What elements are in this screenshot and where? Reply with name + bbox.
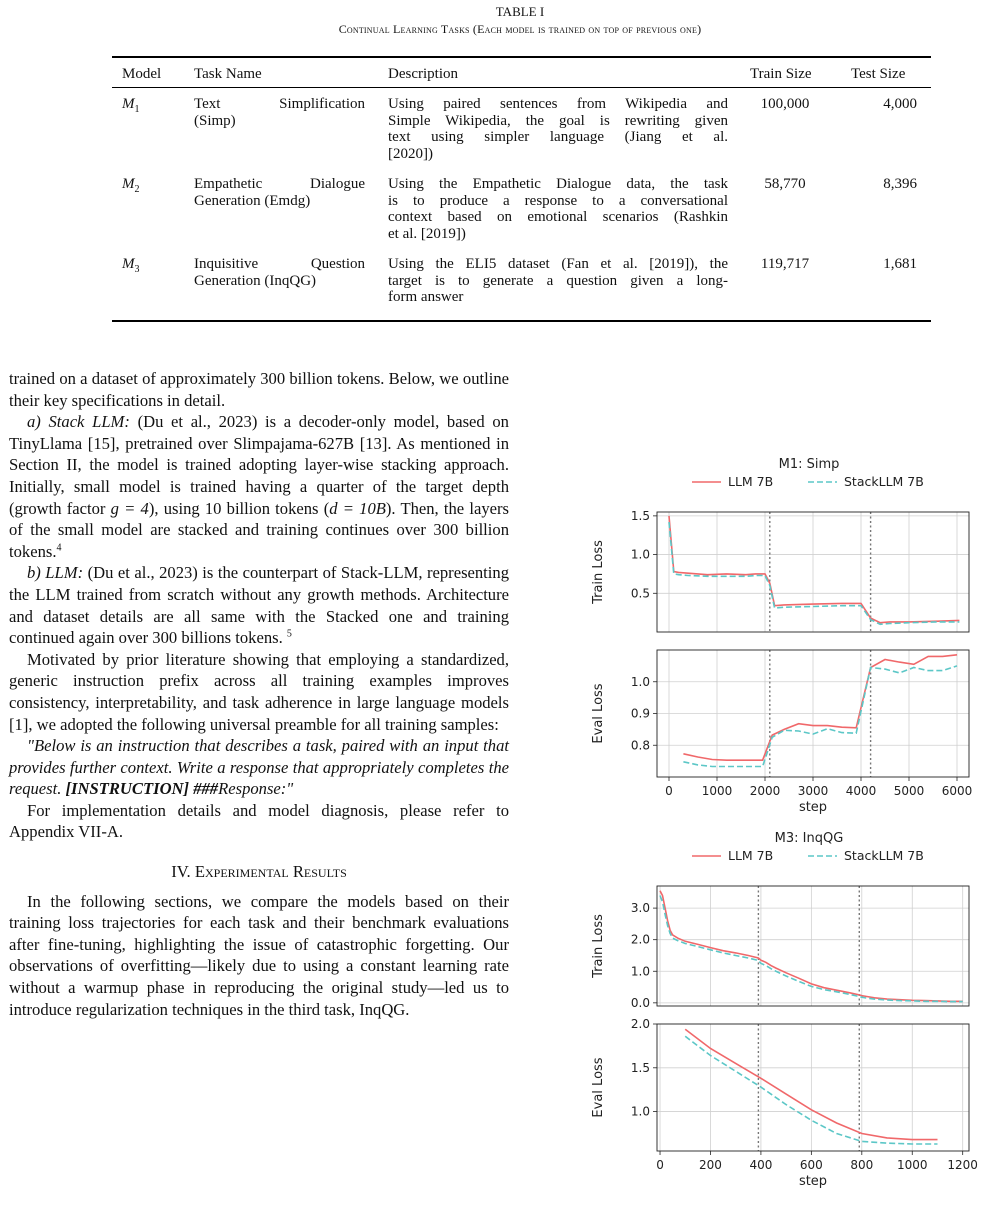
- description-line: Using the Empathetic Dialogue data, the task: [388, 176, 728, 192]
- quote-bold: [INSTRUCTION] ###: [65, 779, 219, 799]
- paragraph-heading: a) Stack LLM:: [27, 412, 130, 432]
- preamble-quote: [9, 735, 509, 800]
- train-loss-panel: [591, 509, 969, 632]
- model-symbol: M: [122, 96, 135, 112]
- quote-text: "Below is an instruction that describes a task, paired with an input that provides further context. Write a response that appropriately completes the request.: [9, 736, 509, 799]
- text-span: ), using 10 billion tokens (: [148, 498, 330, 518]
- description-line: form answer: [388, 289, 464, 305]
- y-tick-label: 1.0: [630, 964, 650, 979]
- math-inline: d = 10B: [329, 498, 386, 518]
- math-inline: g = 4: [110, 498, 149, 518]
- x-axis-label: step: [798, 800, 828, 815]
- footnote-mark: 4: [56, 542, 62, 554]
- y-tick-label: 0.8: [630, 738, 650, 753]
- cell-test-size: 8,396: [883, 176, 917, 192]
- chart-m3-inqqg: [580, 826, 980, 1196]
- cell-train-size: 100,000: [760, 96, 810, 112]
- x-tick-label: 3000: [797, 784, 829, 798]
- cell-model: [122, 256, 140, 279]
- text-span: (Du et al., 2023) is a decoder-only model, based on TinyLlama [15], pretrained over Slimpajama-627B [13]. As mentioned in Section II, the model is trained adopting layer-wise stacking approach. Initially, small model is trained having a quarter of the target depth (growth factor: [9, 412, 509, 518]
- task-line: Generation (InqQG): [194, 272, 317, 289]
- y-tick-label: 0.9: [630, 706, 650, 721]
- cell-test-size: 1,681: [883, 256, 917, 272]
- model-subscript: 3: [134, 264, 140, 275]
- header-task-name: Task Name: [194, 66, 262, 82]
- cell-test-size: 4,000: [883, 96, 917, 112]
- description-line: target is to generate a question given a long-: [388, 272, 728, 289]
- y-tick-label: 0.0: [630, 995, 650, 1010]
- description-line: et al. [2019]): [388, 225, 466, 242]
- cell-train-size: 119,717: [760, 256, 810, 272]
- description-line: Simple Wikipedia, the goal is rewriting given: [388, 112, 728, 129]
- x-tick-label: 0: [665, 784, 673, 798]
- table-number: TABLE I: [495, 4, 545, 19]
- y-axis-label: Train Loss: [591, 540, 606, 604]
- legend-label-stackllm: StackLLM 7B: [844, 474, 924, 489]
- paragraph-llm: [9, 562, 509, 648]
- x-tick-label: 1200: [947, 1158, 978, 1172]
- task-line: Inquisitive Question: [194, 256, 365, 272]
- task-line: (Simp): [194, 112, 236, 129]
- header-test-size: Test Size: [851, 66, 906, 82]
- description-line: [2020]): [388, 145, 433, 162]
- section-heading: IV. Experimental Results: [171, 862, 347, 882]
- x-tick-label: 6000: [941, 784, 973, 798]
- text-span: ). Then, the layers of the small model are stacked and training continues over 300 billion tokens.: [9, 498, 509, 561]
- x-axis-label: step: [798, 1174, 828, 1189]
- eval-loss-panel: [591, 650, 969, 777]
- y-axis-label: Eval Loss: [591, 1057, 606, 1118]
- x-tick-label: 2000: [749, 784, 781, 798]
- footnote-mark: 5: [286, 628, 292, 640]
- y-tick-label: 3.0: [630, 901, 650, 916]
- legend-label-llm: LLM 7B: [728, 474, 774, 489]
- x-tick-label: 1000: [896, 1158, 928, 1172]
- chart-title: M3: InqQG: [774, 831, 844, 846]
- legend-label-stackllm: StackLLM 7B: [844, 848, 924, 863]
- x-tick-label: 5000: [893, 784, 925, 798]
- cell-task-name: [194, 96, 365, 129]
- paragraph-heading: b) LLM:: [27, 563, 84, 583]
- y-tick-label: 2.0: [630, 932, 650, 947]
- cell-train-size: 58,770: [764, 176, 806, 192]
- x-tick-label: 1000: [701, 784, 733, 798]
- quote-text: Response:": [218, 779, 294, 799]
- table-header-rule: [112, 87, 931, 88]
- body-text-column: [9, 368, 509, 1020]
- model-symbol: M: [122, 176, 135, 192]
- paragraph-stack-llm: [9, 411, 509, 562]
- header-train-size: Train Size: [750, 66, 812, 82]
- cell-model: [122, 96, 140, 119]
- chart-m1-simp: [580, 452, 980, 822]
- paragraph: trained on a dataset of approximately 300 billion tokens. Below, we outline their key specifications in detail.: [9, 369, 509, 410]
- legend-label-llm: LLM 7B: [728, 848, 774, 863]
- eval-loss-panel: [591, 1017, 969, 1151]
- cell-description: [388, 176, 728, 242]
- series-stackllm-line: [683, 666, 957, 767]
- paragraph: In the following sections, we compare the models based on their training loss trajectories for each task and their benchmark evaluations after fine-tuning, highlighting the issue of catastrophic forgetting. Our observations of overfitting—likely due to using a constant learning rate without a warmup phase in reproducing the original study—led us to introduce regularization techniques in the third task, InqQG.: [9, 891, 509, 1019]
- header-description: Description: [388, 66, 458, 82]
- series-llm-line: [683, 655, 957, 760]
- description-line: context based on emotional scenarios (Rashkin: [388, 209, 728, 225]
- cell-task-name: [194, 256, 365, 289]
- y-tick-label: 1.0: [630, 674, 650, 689]
- x-tick-label: 800: [850, 1158, 874, 1172]
- y-tick-label: 1.5: [630, 508, 650, 523]
- model-symbol: M: [122, 256, 135, 272]
- paragraph: Motivated by prior literature showing that employing a standardized, generic instruction prefix across all training examples improves consistency, interpretability, and task adherence in large language models [1], we adopted the following universal preamble for all training samples:: [9, 649, 509, 734]
- chart-title: M1: Simp: [778, 457, 840, 472]
- y-axis-label: Train Loss: [591, 914, 606, 978]
- y-tick-label: 1.5: [630, 1060, 650, 1075]
- description-line: Using the ELI5 dataset (Fan et al. [2019]), the: [388, 256, 728, 272]
- train-loss-panel: [591, 886, 969, 1010]
- y-axis-label: Eval Loss: [591, 683, 606, 744]
- y-tick-label: 0.5: [630, 586, 650, 601]
- task-line: Generation (Emdg): [194, 192, 311, 209]
- cell-description: [388, 96, 728, 162]
- x-tick-label: 400: [749, 1158, 773, 1172]
- table-bottom-rule: [112, 320, 931, 322]
- model-subscript: 1: [134, 104, 140, 115]
- x-tick-label: 4000: [845, 784, 877, 798]
- paragraph: For implementation details and model diagnosis, please refer to Appendix VII-A.: [9, 800, 509, 842]
- description-line: Using paired sentences from Wikipedia and: [388, 96, 728, 112]
- tasks-table: [112, 56, 931, 322]
- text-span: (Du et al., 2023) is the counterpart of Stack-LLM, representing the LLM trained from scratch without any growth methods. Architecture and dataset details are all same with the Stacked one and training continued again over 300 billions tokens.: [9, 563, 509, 648]
- description-line: text using simpler language (Jiang et al.: [388, 129, 728, 145]
- task-line: Text Simplification: [194, 96, 365, 112]
- model-subscript: 2: [134, 184, 140, 195]
- description-line: is to produce a response to a conversational: [388, 192, 728, 209]
- y-tick-label: 1.0: [630, 547, 650, 562]
- y-tick-label: 2.0: [630, 1017, 650, 1031]
- cell-description: [388, 256, 728, 306]
- table-top-rule: [112, 56, 931, 58]
- task-line: Empathetic Dialogue: [194, 176, 365, 192]
- x-tick-label: 0: [656, 1158, 664, 1172]
- x-tick-label: 600: [799, 1158, 823, 1172]
- series-stackllm-line: [669, 522, 959, 624]
- header-model: Model: [122, 66, 162, 82]
- cell-model: [122, 176, 140, 199]
- table-caption: Continual Learning Tasks (Each model is trained on top of previous one): [338, 22, 702, 36]
- x-tick-label: 200: [699, 1158, 722, 1172]
- cell-task-name: [194, 176, 365, 209]
- y-tick-label: 1.0: [630, 1104, 650, 1119]
